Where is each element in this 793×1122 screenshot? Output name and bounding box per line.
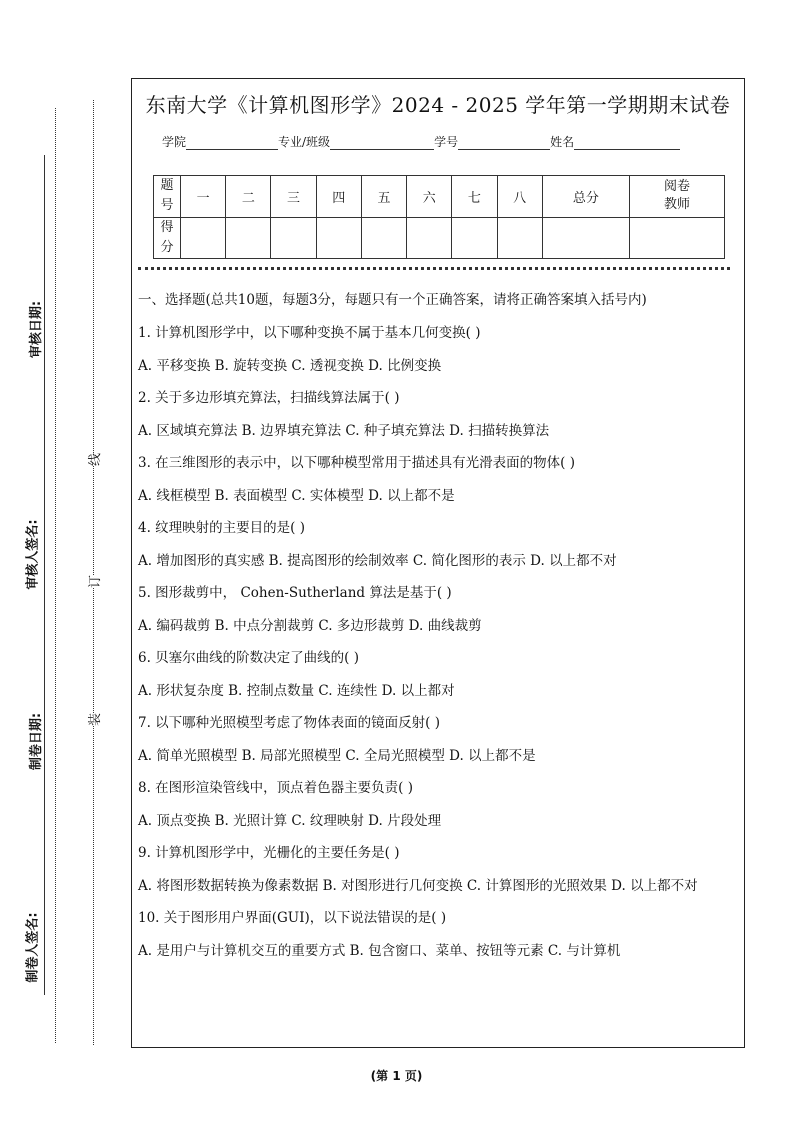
major-label: 专业/班级 — [278, 135, 331, 149]
question-4-options: A. 增加图形的真实感 B. 提高图形的绘制效率 C. 简化图形的表示 D. 以上都不对 — [138, 553, 617, 569]
cut-mount-char: 装 — [82, 713, 105, 726]
section-heading: 一、选择题(总共10题，每题3分，每题只有一个正确答案，请将正确答案填入括号内) — [138, 292, 647, 308]
question-4: 4. 纹理映射的主要目的是( ) — [138, 520, 305, 536]
reviewer-date-label: 审核日期: — [29, 300, 45, 359]
cut-bind-char: 订 — [82, 575, 105, 588]
binding-margin — [0, 0, 128, 1122]
question-6-options: A. 形状复杂度 B. 控制点数量 C. 连续性 D. 以上都对 — [138, 683, 455, 699]
student-id-field[interactable] — [458, 136, 550, 150]
question-9: 9. 计算机图形学中，光栅化的主要任务是( ) — [138, 845, 400, 861]
score-cell-1[interactable] — [181, 217, 226, 259]
exam-frame — [131, 78, 745, 1048]
question-7: 7. 以下哪种光照模型考虑了物体表面的镜面反射( ) — [138, 715, 440, 731]
col-7: 七 — [452, 176, 497, 218]
score-cell-5[interactable] — [361, 217, 406, 259]
score-table — [153, 175, 725, 259]
col-3: 三 — [271, 176, 316, 218]
question-9-options: A. 将图形数据转换为像素数据 B. 对图形进行几何变换 C. 计算图形的光照效果 D. 以上都不对 — [138, 878, 698, 894]
maker-date-label: 制卷日期: — [29, 712, 45, 771]
score-label: 得 分 — [154, 217, 181, 259]
name-field[interactable] — [574, 136, 680, 150]
question-6: 6. 贝塞尔曲线的阶数决定了曲线的( ) — [138, 650, 359, 666]
question-2: 2. 关于多边形填充算法，扫描线算法属于( ) — [138, 390, 400, 406]
question-1-options: A. 平移变换 B. 旋转变换 C. 透视变换 D. 比例变换 — [138, 358, 442, 374]
col-grader: 阅卷 教师 — [630, 176, 725, 218]
score-cell-2[interactable] — [226, 217, 271, 259]
question-10: 10. 关于图形用户界面(GUI)，以下说法错误的是( ) — [138, 910, 447, 926]
score-table-header-row — [154, 176, 725, 218]
question-2-options: A. 区域填充算法 B. 边界填充算法 C. 种子填充算法 D. 扫描转换算法 — [138, 423, 550, 439]
score-cell-7[interactable] — [452, 217, 497, 259]
cut-dotted-line — [93, 100, 94, 1045]
score-table-score-row — [154, 217, 725, 259]
col-1: 一 — [181, 176, 226, 218]
col-4: 四 — [316, 176, 361, 218]
score-cell-total[interactable] — [542, 217, 629, 259]
question-7-options: A. 简单光照模型 B. 局部光照模型 C. 全局光照模型 D. 以上都不是 — [138, 748, 536, 764]
questions-section — [138, 289, 740, 972]
question-3: 3. 在三维图形的表示中，以下哪种模型常用于描述具有光滑表面的物体( ) — [138, 455, 575, 471]
question-5-options: A. 编码裁剪 B. 中点分割裁剪 C. 多边形裁剪 D. 曲线裁剪 — [138, 618, 482, 634]
reviewer-sign-label: 审核人签名: — [25, 519, 41, 590]
question-8-options: A. 顶点变换 B. 光照计算 C. 纹理映射 D. 片段处理 — [138, 813, 442, 829]
score-cell-3[interactable] — [271, 217, 316, 259]
separator-dots — [138, 267, 730, 270]
col-5: 五 — [361, 176, 406, 218]
question-3-options: A. 线框模型 B. 表面模型 C. 实体模型 D. 以上都不是 — [138, 488, 455, 504]
question-10-options: A. 是用户与计算机交互的重要方式 B. 包含窗口、菜单、按钮等元素 C. 与计算机 — [138, 943, 621, 959]
question-8: 8. 在图形渲染管线中，顶点着色器主要负责( ) — [138, 780, 413, 796]
score-cell-grader[interactable] — [630, 217, 725, 259]
col-2: 二 — [226, 176, 271, 218]
student-id-label: 学号 — [434, 135, 459, 149]
score-cell-8[interactable] — [497, 217, 542, 259]
exam-title: 东南大学《计算机图形学》2024 - 2025 学年第一学期期末试卷 — [145, 93, 731, 117]
page-number: (第 1 页) — [370, 1069, 423, 1083]
score-cell-6[interactable] — [407, 217, 452, 259]
signature-line — [44, 155, 45, 995]
college-field[interactable] — [186, 136, 278, 150]
col-total: 总分 — [542, 176, 629, 218]
question-1: 1. 计算机图形学中，以下哪种变换不属于基本几何变换( ) — [138, 325, 481, 341]
cut-line-char: 线 — [82, 453, 105, 466]
outer-dotted-line — [55, 108, 56, 1043]
question-5: 5. 图形裁剪中， Cohen-Sutherland 算法是基于( ) — [138, 585, 452, 601]
student-info-row — [162, 133, 680, 150]
col-8: 八 — [497, 176, 542, 218]
question-no-label: 题 号 — [154, 176, 181, 218]
major-field[interactable] — [330, 136, 434, 150]
col-6: 六 — [407, 176, 452, 218]
score-cell-4[interactable] — [316, 217, 361, 259]
name-label: 姓名 — [550, 135, 575, 149]
college-label: 学院 — [162, 135, 187, 149]
maker-sign-label: 制卷人签名: — [25, 912, 41, 983]
question-list — [138, 322, 740, 962]
